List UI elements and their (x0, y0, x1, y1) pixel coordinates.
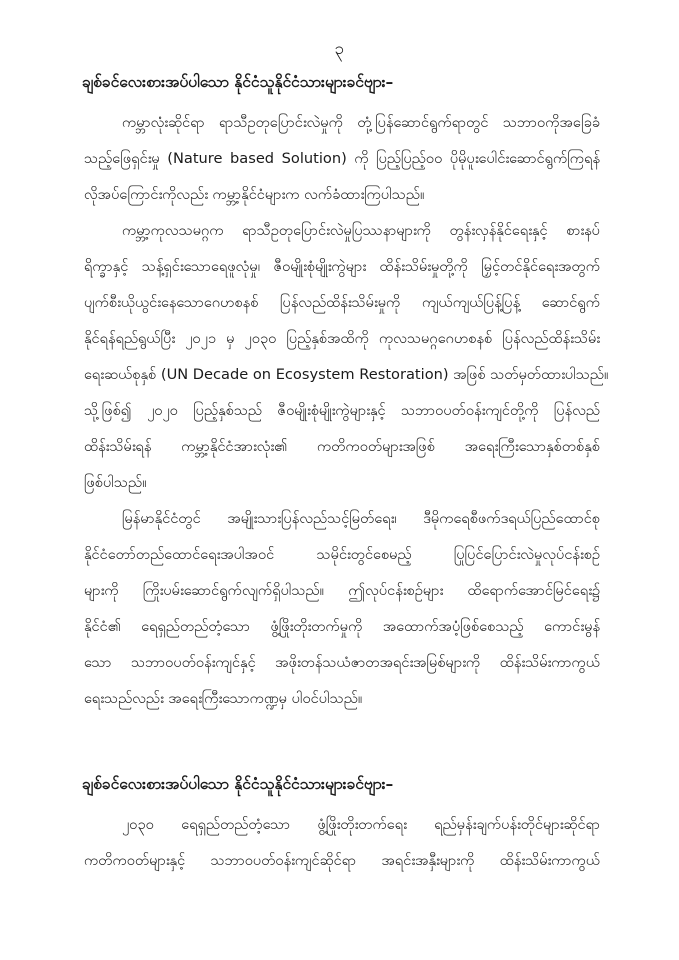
paragraph-line: နိုင်ငံတော်တည်ထောင်ရေးအပါအဝင် သမိုင်းတွင်စေမည့် ပြုပြင်ပြောင်းလဲမှုလုပ်ငန်းစဉ် (84, 546, 600, 563)
paragraph-line: ရိက္ခာနှင့် သန့်ရှင်းသောရေဖူလုံမှု၊ ဇီဝမျိုးစုံမျိုးကွဲများ ထိန်းသိမ်းမှုတို့ကို မြှင့်တင်နိုင်ရေးအတွက် (84, 258, 600, 275)
paragraph-line: မြန်မာနိုင်ငံတွင် အမျိုးသားပြန်လည်သင့်မြတ်ရေး၊ ဒီမိုကရေစီဖက်ဒရယ်ပြည်ထောင်စု (122, 510, 600, 527)
paragraph-line: ရေးသည်လည်း အရေးကြီးသောကဏ္ဍမှ ပါဝင်ပါသည်။ (84, 690, 363, 707)
paragraph-line: ကတိကဝတ်များနှင့် သဘာဝပတ်ဝန်းကျင်ဆိုင်ရာ အရင်းအနှီးများကို ထိန်းသိမ်းကာကွယ် (84, 852, 600, 869)
section-heading: ချစ်ခင်လေးစားအပ်ပါသော နိုင်ငံသူနိုင်ငံသားများခင်ဗျား– (82, 73, 394, 91)
paragraph-line: လိုအပ်ကြောင်းကိုလည်း ကမ္ဘာ့နိုင်ငံများက လက်ခံထားကြပါသည်။ (84, 186, 425, 203)
section-heading: ချစ်ခင်လေးစားအပ်ပါသော နိုင်ငံသူနိုင်ငံသားများခင်ဗျား– (82, 775, 394, 793)
paragraph-line: သို့ဖြစ်၍ ၂၀၂၀ ပြည့်နှစ်သည် ဇီဝမျိုးစုံမျိုးကွဲများနှင့် သဘာဝပတ်ဝန်းကျင်တို့ကို ပြန်လည် (84, 402, 600, 419)
paragraph-line: ကမ္ဘာ့ကုလသမဂ္ဂက ရာသီဥတုပြောင်းလဲမှုပြဿနာများကို တွန်းလှန်နိုင်ရေးနှင့် စားနပ် (122, 222, 600, 239)
paragraph-line: ဖြစ်ပါသည်။ (84, 474, 147, 491)
paragraph-line: သည့်ဖြေရှင်းမှု (Nature based Solution) ကို ပြည့်ပြည့်ဝဝ ပိုမိုပူးပေါင်းဆောင်ရွက်ကြရန် (84, 150, 600, 167)
page-number: ၃ (334, 39, 345, 59)
paragraph-line: နိုင်ငံ၏ ရေရှည်တည်တံ့သော ဖွံ့ဖြိုးတိုးတက်မှုကို အထောက်အပံ့ဖြစ်စေသည့် ကောင်းမွန် (84, 618, 600, 635)
paragraph-line: ကမ္ဘာလုံးဆိုင်ရာ ရာသီဥတုပြောင်းလဲမှုကို တုံ့ပြန်ဆောင်ရွက်ရာတွင် သဘာဝကိုအခြေခံ (122, 114, 600, 131)
paragraph-line: နိုင်ရန်ရည်ရွယ်ပြီး ၂၀၂၁ မှ ၂၀၃၀ ပြည့်နှစ်အထိကို ကုလသမဂ္ဂဂေဟစနစ် ပြန်လည်ထိန်းသိမ်း (84, 330, 600, 347)
paragraph-line: များကို ကြိုးပမ်းဆောင်ရွက်လျက်ရှိပါသည်။ ဤလုပ်ငန်းစဉ်များ ထိရောက်အောင်မြင်ရေး၌ (84, 582, 600, 599)
paragraph-line: ရေးဆယ်စုနှစ် (UN Decade on Ecosystem Restoration) အဖြစ် သတ်မှတ်ထားပါသည်။ (84, 366, 609, 383)
paragraph-line: သော သဘာဝပတ်ဝန်းကျင်နှင့် အဖိုးတန်သယံဇာတအရင်းအမြစ်များကို ထိန်းသိမ်းကာကွယ် (84, 654, 600, 671)
paragraph-line: ထိန်းသိမ်းရန် ကမ္ဘာ့နိုင်ငံအားလုံး၏ ကတိကဝတ်များအဖြစ် အရေးကြီးသောနှစ်တစ်နှစ် (84, 438, 600, 455)
paragraph-line: ပျက်စီးယိုယွင်းနေသောဂေဟစနစ် ပြန်လည်ထိန်းသိမ်းမှုကို ကျယ်ကျယ်ပြန့်ပြန့် ဆောင်ရွက် (84, 294, 600, 311)
paragraph-line: ၂၀၃၀ ရေရှည်တည်တံ့သော ဖွံ့ဖြိုးတိုးတက်ရေး ရည်မှန်းချက်ပန်းတိုင်များဆိုင်ရာ (122, 816, 600, 833)
